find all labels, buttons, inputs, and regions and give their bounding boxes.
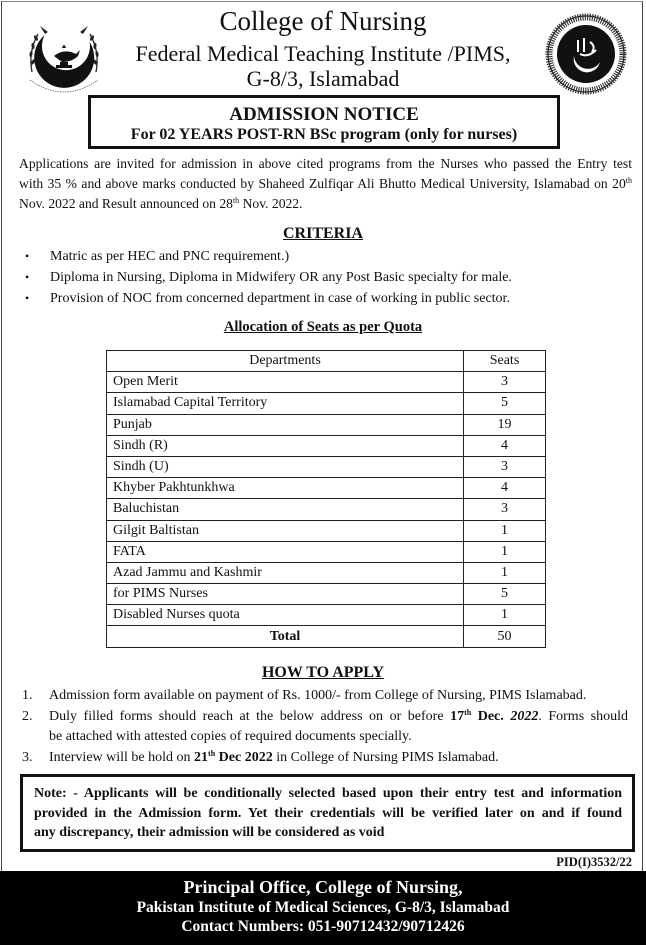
department-cell: Baluchistan (107, 499, 464, 520)
seat-allocation-table (106, 350, 546, 648)
step-text-part: . Forms should (538, 708, 629, 724)
pims-seal-logo (540, 12, 632, 104)
department-cell: Disabled Nurses quota (107, 605, 464, 626)
pims-seal-icon (540, 12, 632, 104)
criteria-list (22, 246, 512, 309)
step-text (49, 707, 628, 728)
criteria-text: Diploma in Nursing, Diploma in Midwifery OR any Post Basic specialty for male. (50, 270, 512, 285)
table-row (107, 478, 546, 499)
footer-contact-numbers: Contact Numbers: 051-90712432/90712426 (181, 918, 465, 935)
note-line: any discrepancy, their admission will be considered as void (34, 825, 385, 840)
department-cell: Punjab (107, 414, 464, 435)
note-line: provided in the Admission form. Yet their credentials will be verified later on and if found (34, 805, 622, 821)
ordinal-suffix: th (464, 707, 472, 717)
admission-notice-box (88, 95, 560, 149)
column-header-departments: Departments (107, 351, 464, 372)
department-cell: FATA (107, 541, 464, 562)
interview-date (194, 750, 273, 765)
note-box (20, 774, 635, 852)
intro-line: Applications are invited for admission in above cited programs from the Nurses who passed the Entry test (19, 156, 632, 171)
table-row (107, 393, 546, 414)
table-row (107, 414, 546, 435)
department-cell: Sindh (U) (107, 456, 464, 477)
criteria-heading: CRITERIA (282, 225, 363, 242)
footer-contact-banner (0, 871, 646, 945)
how-to-apply-list (22, 686, 628, 768)
step-number: 3. (22, 749, 33, 765)
step-text-part: Interview will be hold on (49, 749, 195, 765)
department-cell: Sindh (R) (107, 435, 464, 456)
ordinal-suffix: th (625, 176, 632, 185)
table-row (107, 456, 546, 477)
table-row (107, 605, 546, 626)
date-day: 17 (450, 708, 465, 724)
department-cell: Azad Jammu and Kashmir (107, 562, 464, 583)
seats-cell: 1 (464, 605, 546, 626)
notice-subtitle: For 02 YEARS POST-RN BSc program (only for nurses) (130, 126, 518, 143)
publication-id: PID(I)3532/22 (556, 855, 632, 869)
footer-address: Pakistan Institute of Medical Sciences, G-8/3, Islamabad (136, 899, 510, 916)
footer-office: Principal Office, College of Nursing, (183, 877, 463, 897)
table-total-row (107, 626, 546, 647)
institution-title: College of Nursing (219, 6, 427, 36)
step-number: 2. (22, 708, 33, 724)
total-value: 50 (464, 626, 546, 647)
department-cell: Gilgit Baltistan (107, 520, 464, 541)
ordinal-suffix: th (232, 196, 240, 205)
criteria-text: Matric as per HEC and PNC requirement.) (50, 249, 290, 264)
step-number: 1. (22, 688, 33, 703)
department-cell: Open Merit (107, 372, 464, 393)
department-cell: Khyber Pakhtunkhwa (107, 478, 464, 499)
table-row (107, 584, 546, 605)
seats-cell: 3 (464, 372, 546, 393)
step-text-continued: be attached with attested copies of required documents specially. (49, 729, 412, 744)
table-row (107, 562, 546, 583)
intro-text: Nov. 2022. (239, 196, 303, 211)
step-text-part: in College of Nursing PIMS Islamabad. (272, 749, 499, 765)
seats-cell: 1 (464, 520, 546, 541)
column-header-seats: Seats (464, 351, 546, 372)
date-day: 21 (194, 749, 209, 765)
department-cell: Islamabad Capital Territory (107, 393, 464, 414)
table-row (107, 520, 546, 541)
seats-cell: 1 (464, 562, 546, 583)
apply-step (22, 707, 628, 748)
institution-subtitle: Federal Medical Teaching Institute /PIMS, (135, 41, 511, 66)
note-line: Note: - Applicants will be conditionally selected based upon their entry test and information (34, 786, 622, 801)
allocation-heading: Allocation of Seats as per Quota (223, 319, 423, 335)
criteria-text: Provision of NOC from concerned department in case of working in public sector. (50, 291, 510, 306)
step-text (49, 748, 628, 769)
intro-line (19, 194, 632, 214)
how-to-apply-heading: HOW TO APPLY (261, 664, 385, 681)
notice-title: ADMISSION NOTICE (229, 104, 419, 125)
intro-text: with 35 % and above marks conducted by Shaheed Zulfiqar Ali Bhutto Medical University, Islamabad on 20 (19, 176, 626, 191)
ordinal-suffix: th (208, 748, 216, 758)
table-header-row (107, 351, 546, 372)
criteria-item (22, 246, 512, 267)
table-row (107, 499, 546, 520)
seats-cell: 4 (464, 435, 546, 456)
bullet-icon: • (25, 270, 30, 284)
table-row (107, 372, 546, 393)
bullet-icon: • (25, 291, 30, 305)
seats-cell: 4 (464, 478, 546, 499)
intro-line (19, 174, 632, 194)
step-text: Admission form available on payment of Rs. 1000/- from College of Nursing, PIMS Islamabad. (49, 688, 587, 703)
step-text-part: Duly filled forms should reach at the below address on or before (49, 708, 451, 724)
criteria-item (22, 267, 512, 288)
institution-address: G-8/3, Islamabad (246, 66, 400, 91)
apply-step (22, 686, 628, 707)
date-month: Dec. (471, 708, 504, 724)
intro-text: Nov. 2022 and Result announced on 28 (19, 196, 233, 211)
lamp-crescent-emblem-icon (18, 12, 110, 104)
table-row (107, 541, 546, 562)
seats-cell: 3 (464, 456, 546, 477)
department-cell: for PIMS Nurses (107, 584, 464, 605)
apply-step (22, 748, 628, 769)
date-rest: Dec 2022 (215, 749, 273, 765)
table-row (107, 435, 546, 456)
bullet-icon: • (25, 249, 30, 263)
total-label: Total (107, 626, 464, 647)
date-year: 2022 (503, 708, 539, 724)
seats-cell: 3 (464, 499, 546, 520)
deadline-date (450, 709, 538, 724)
seats-cell: 19 (464, 414, 546, 435)
table-body (107, 372, 546, 626)
intro-paragraph (19, 154, 632, 214)
seats-cell: 5 (464, 393, 546, 414)
seats-cell: 1 (464, 541, 546, 562)
college-of-nursing-logo (18, 12, 110, 104)
criteria-item (22, 288, 512, 309)
seats-cell: 5 (464, 584, 546, 605)
